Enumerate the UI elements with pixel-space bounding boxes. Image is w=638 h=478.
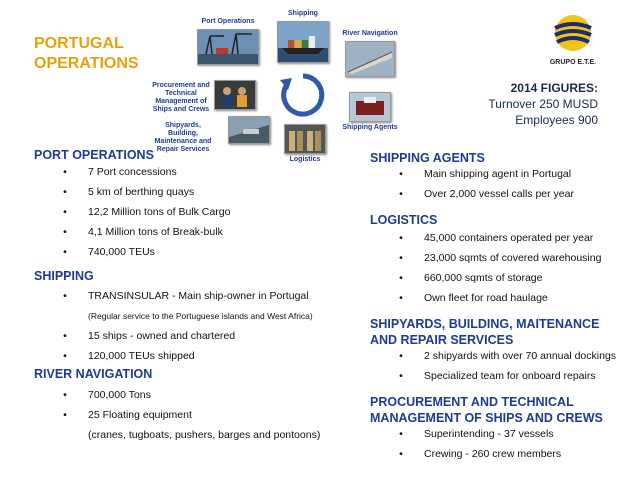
list-item: • 25 Floating equipment	[60, 405, 320, 425]
section-title-shipping: SHIPPING	[34, 269, 94, 283]
bullet: •	[63, 226, 67, 238]
bullet: •	[399, 350, 403, 362]
diagram-label: Logistics	[289, 156, 321, 163]
list-item: • 660,000 sqmts of storage	[396, 268, 601, 288]
section-title-port-operations: PORT OPERATIONS	[34, 148, 154, 162]
bullet: •	[63, 330, 67, 342]
bullet: •	[399, 232, 403, 244]
bullet: •	[399, 168, 403, 180]
figures-turnover: Turnover 250 MUSD	[488, 97, 598, 111]
company-logo	[538, 14, 608, 74]
bullet: •	[399, 272, 403, 284]
diagram-label: River Navigation	[342, 30, 398, 37]
procurement-list	[396, 424, 561, 464]
diagram-node-shipping	[268, 10, 338, 63]
list-item: • Own fleet for road haulage	[396, 288, 601, 308]
list-note: (cranes, tugboats, pushers, barges and pontoons)	[88, 429, 321, 441]
list-item: • Main shipping agent in Portugal	[396, 164, 574, 184]
operations-diagram	[150, 8, 410, 168]
circular-arrows-icon	[278, 70, 328, 120]
crew-image	[214, 80, 256, 110]
page-title: PORTUGAL OPERATIONS	[34, 35, 139, 72]
bullet: •	[63, 389, 67, 401]
logo-text: GRUPO E.T.E.	[549, 59, 597, 66]
list-item: • 740,000 TEUs	[60, 242, 230, 262]
list-item: • TRANSINSULAR - Main ship-owner in Portugal	[60, 286, 313, 306]
diagram-node-logistics	[280, 124, 330, 164]
section-title-river-navigation: RIVER NAVIGATION	[34, 367, 153, 381]
logistics-list	[396, 228, 601, 308]
bullet: •	[63, 206, 67, 218]
figures-heading: 2014 FIGURES:	[510, 81, 598, 95]
list-item: • 45,000 containers operated per year	[396, 228, 601, 248]
river-navigation-list	[60, 385, 320, 445]
figures-employees: Employees 900	[515, 113, 598, 127]
bullet: •	[63, 350, 67, 362]
bullet: •	[399, 448, 403, 460]
section-title-procurement: PROCUREMENT AND TECHNICAL MANAGEMENT OF SHIPS AND CREWS	[370, 395, 603, 425]
shipping-agents-list	[396, 164, 574, 204]
section-title-shipping-agents: SHIPPING AGENTS	[370, 151, 485, 165]
diagram-node-shipyards	[150, 122, 216, 154]
bullet: •	[399, 428, 403, 440]
diagram-label: Port Operations	[201, 18, 255, 25]
bullet: •	[63, 290, 67, 302]
diagram-label: Shipyards, Building, Maintenance and Repair Services	[154, 122, 212, 153]
diagram-node-river-navigation	[330, 30, 410, 77]
port-cranes-image	[197, 29, 259, 65]
bullet: •	[63, 166, 67, 178]
container-ship-image	[277, 21, 329, 63]
logo-icon	[551, 14, 595, 52]
list-item: • 120,000 TEUs shipped	[60, 346, 313, 366]
figures-box	[488, 80, 598, 128]
list-item: • 23,000 sqmts of covered warehousing	[396, 248, 601, 268]
list-item: • Crewing - 260 crew members	[396, 444, 561, 464]
river-barge-image	[345, 41, 395, 77]
shipyards-list	[396, 346, 616, 386]
list-item: • 15 ships - owned and chartered	[60, 326, 313, 346]
warehouse-image	[284, 124, 326, 154]
port-operations-list	[60, 162, 230, 262]
list-note: (Regular service to the Portuguese islands and West Africa)	[88, 311, 313, 321]
bullet: •	[399, 370, 403, 382]
diagram-label: Shipping Agents	[342, 124, 398, 131]
bullet: •	[399, 188, 403, 200]
shipping-list	[60, 286, 313, 366]
shipping-agents-image	[349, 92, 391, 122]
list-item: • 700,000 Tons	[60, 385, 320, 405]
list-item: • 12,2 Million tons of Bulk Cargo	[60, 202, 230, 222]
list-item: • Specialized team for onboard repairs	[396, 366, 616, 386]
diagram-label: Shipping	[288, 10, 318, 17]
bullet: •	[63, 186, 67, 198]
list-item: • Superintending - 37 vessels	[396, 424, 561, 444]
bullet: •	[399, 292, 403, 304]
list-item: • Over 2,000 vessel calls per year	[396, 184, 574, 204]
bullet: •	[63, 246, 67, 258]
diagram-label: Procurement and Technical Management of Ships and Crews	[152, 82, 210, 113]
list-item: • 4,1 Million tons of Break-bulk	[60, 222, 230, 242]
section-title-shipyards: SHIPYARDS, BUILDING, MAITENANCE AND REPAIR SERVICES	[370, 317, 600, 347]
diagram-node-shipping-agents	[340, 92, 400, 132]
diagram-node-port-operations	[188, 18, 268, 65]
bullet: •	[63, 409, 67, 421]
list-item: • 7 Port concessions	[60, 162, 230, 182]
list-item: • 2 shipyards with over 70 annual dockings	[396, 346, 616, 366]
bullet: •	[399, 252, 403, 264]
diagram-node-procurement	[150, 82, 212, 114]
shipyard-image	[228, 116, 270, 144]
list-item: • 5 km of berthing quays	[60, 182, 230, 202]
section-title-logistics: LOGISTICS	[370, 213, 438, 227]
